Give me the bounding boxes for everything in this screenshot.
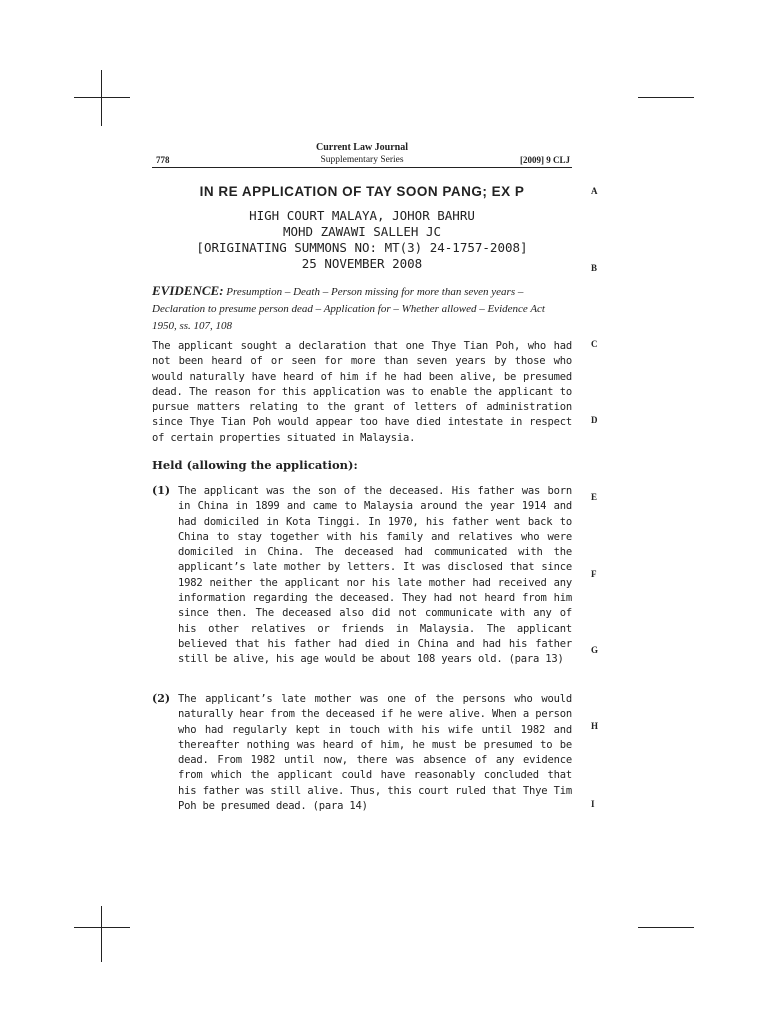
case-title: IN RE APPLICATION OF TAY SOON PANG; EX P [199,184,525,199]
crop-mark [638,97,694,98]
catchwords-text: Presumption – Death – Person missing for more than seven years – Declaration to presume person dead – Application for – Whether allowed – Evidence Act 1950, ss. 107, 108 [152,286,545,332]
journal-name: Current Law Journal [315,142,409,153]
catchwords [152,282,572,335]
held-item-number: (1) [152,484,171,497]
citation: [2009] 9 CLJ [520,155,570,165]
running-header [152,142,572,168]
held-item-text: The applicant was the son of the deceased. His father was born in China in 1899 and came to Malaysia around the year 1914 and had domiciled in Kota Tinggi. In 1970, his father went back to China to stay together with his family and relatives who were domiciled in China. The deceased had communicated with the applicant’s late mother by letters. It was disclosed that since 1982 neither the applicant nor his late mother had received any information regarding the deceased. They had not heard from him since then. The deceased also did not communicate with any of his other relatives or friends in Malaysia. The applicant believed that his father had died in China and had his father still be alive, his age would be about 108 years old. (para 13) [178,485,572,666]
margin-letter: F [591,569,597,579]
held-heading: Held (allowing the application): [152,458,358,472]
margin-letter: E [591,492,598,502]
crop-mark [101,70,102,126]
series-name: Supplementary Series [320,155,404,165]
margin-letter: C [591,339,598,349]
summons-number: [ORIGINATING SUMMONS NO: MT(3) 24-1757-2008] [196,240,528,255]
margin-letter: A [591,186,598,196]
margin-letter: B [591,263,598,273]
margin-letter: G [591,645,599,655]
catchwords-lead: EVIDENCE: [152,283,224,298]
crop-mark [74,927,130,928]
page-number: 778 [156,155,170,165]
margin-letter: D [591,415,598,425]
decision-date: 25 NOVEMBER 2008 [301,256,423,271]
crop-mark [101,906,102,962]
margin-letter: H [591,721,599,731]
crop-mark [638,927,694,928]
header-rule [152,167,572,168]
margin-letter: I [591,799,595,809]
held-item-text: The applicant’s late mother was one of the persons who would naturally hear from the deceased if he were alive. When a person who had regularly kept in touch with his wife until 1982 and thereafter nothing was heard of him, he must be presumed to be dead. From 1982 until now, there was absence of any evidence from which the applicant could have reasonably concluded that his father was still alive. Thus, this court ruled that Thye Tim Poh be presumed dead. (para 14) [178,693,572,813]
held-item-number: (2) [152,692,171,705]
case-summary: The applicant sought a declaration that one Thye Tian Poh, who had not been heard of or seen for more than seven years by those who would naturally have heard of him if he had been alive, be presumed dead. The reason for this application was to enable the applicant to pursue matters relating to the grant of letters of administration since Thye Tian Poh would appear too have died intestate in respect of certain properties situated in Malaysia. [152,340,572,444]
judge-name: MOHD ZAWAWI SALLEH JC [282,224,442,239]
court-block [152,208,572,272]
court-name: HIGH COURT MALAYA, JOHOR BAHRU [249,208,475,223]
crop-mark [74,97,130,98]
